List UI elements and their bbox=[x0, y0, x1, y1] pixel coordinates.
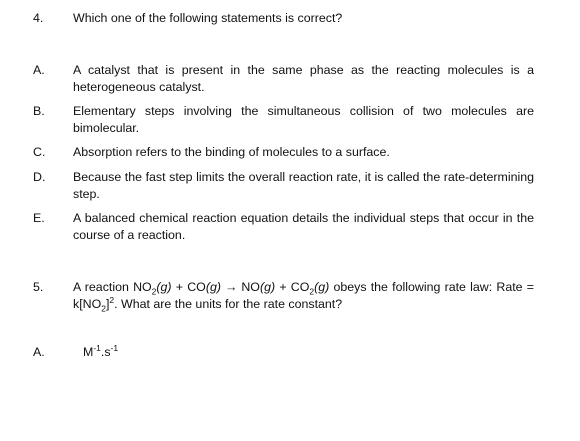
option-letter: D. bbox=[33, 170, 46, 184]
option-letter: A. bbox=[33, 63, 45, 77]
reaction-arrow-icon: → bbox=[224, 280, 238, 294]
option-text: Because the fast step limits the overall reaction rate, it is called the rate-determining step. bbox=[73, 170, 534, 201]
option-letter: A. bbox=[33, 345, 45, 359]
option-letter: C. bbox=[33, 145, 46, 159]
option-text: Absorption refers to the binding of molecules to a surface. bbox=[73, 145, 390, 159]
option-letter: B. bbox=[33, 104, 45, 118]
option-text: Elementary steps involving the simultaneous collision of two molecules are bimolecular. bbox=[73, 104, 534, 135]
option-text: $M^{-1}.s^{-1}$ bbox=[83, 342, 119, 359]
question-number: 4. bbox=[33, 11, 44, 25]
option-text: A balanced chemical reaction equation details the individual steps that occur in the course of a reaction. bbox=[73, 211, 534, 242]
option-letter: E. bbox=[33, 211, 45, 225]
question-text: A reaction $NO_2(g) + CO(g) \to NO(g) + CO_2(g)$ obeys the following rate law: Rate = $k[NO_2]^2$. What are the units for the rate constant? bbox=[73, 280, 534, 314]
option-text: A catalyst that is present in the same phase as the reacting molecules is a heterogeneous catalyst. bbox=[73, 63, 534, 94]
question-text: Which one of the following statements is correct? bbox=[73, 11, 343, 25]
question-number: 5. bbox=[33, 280, 44, 294]
